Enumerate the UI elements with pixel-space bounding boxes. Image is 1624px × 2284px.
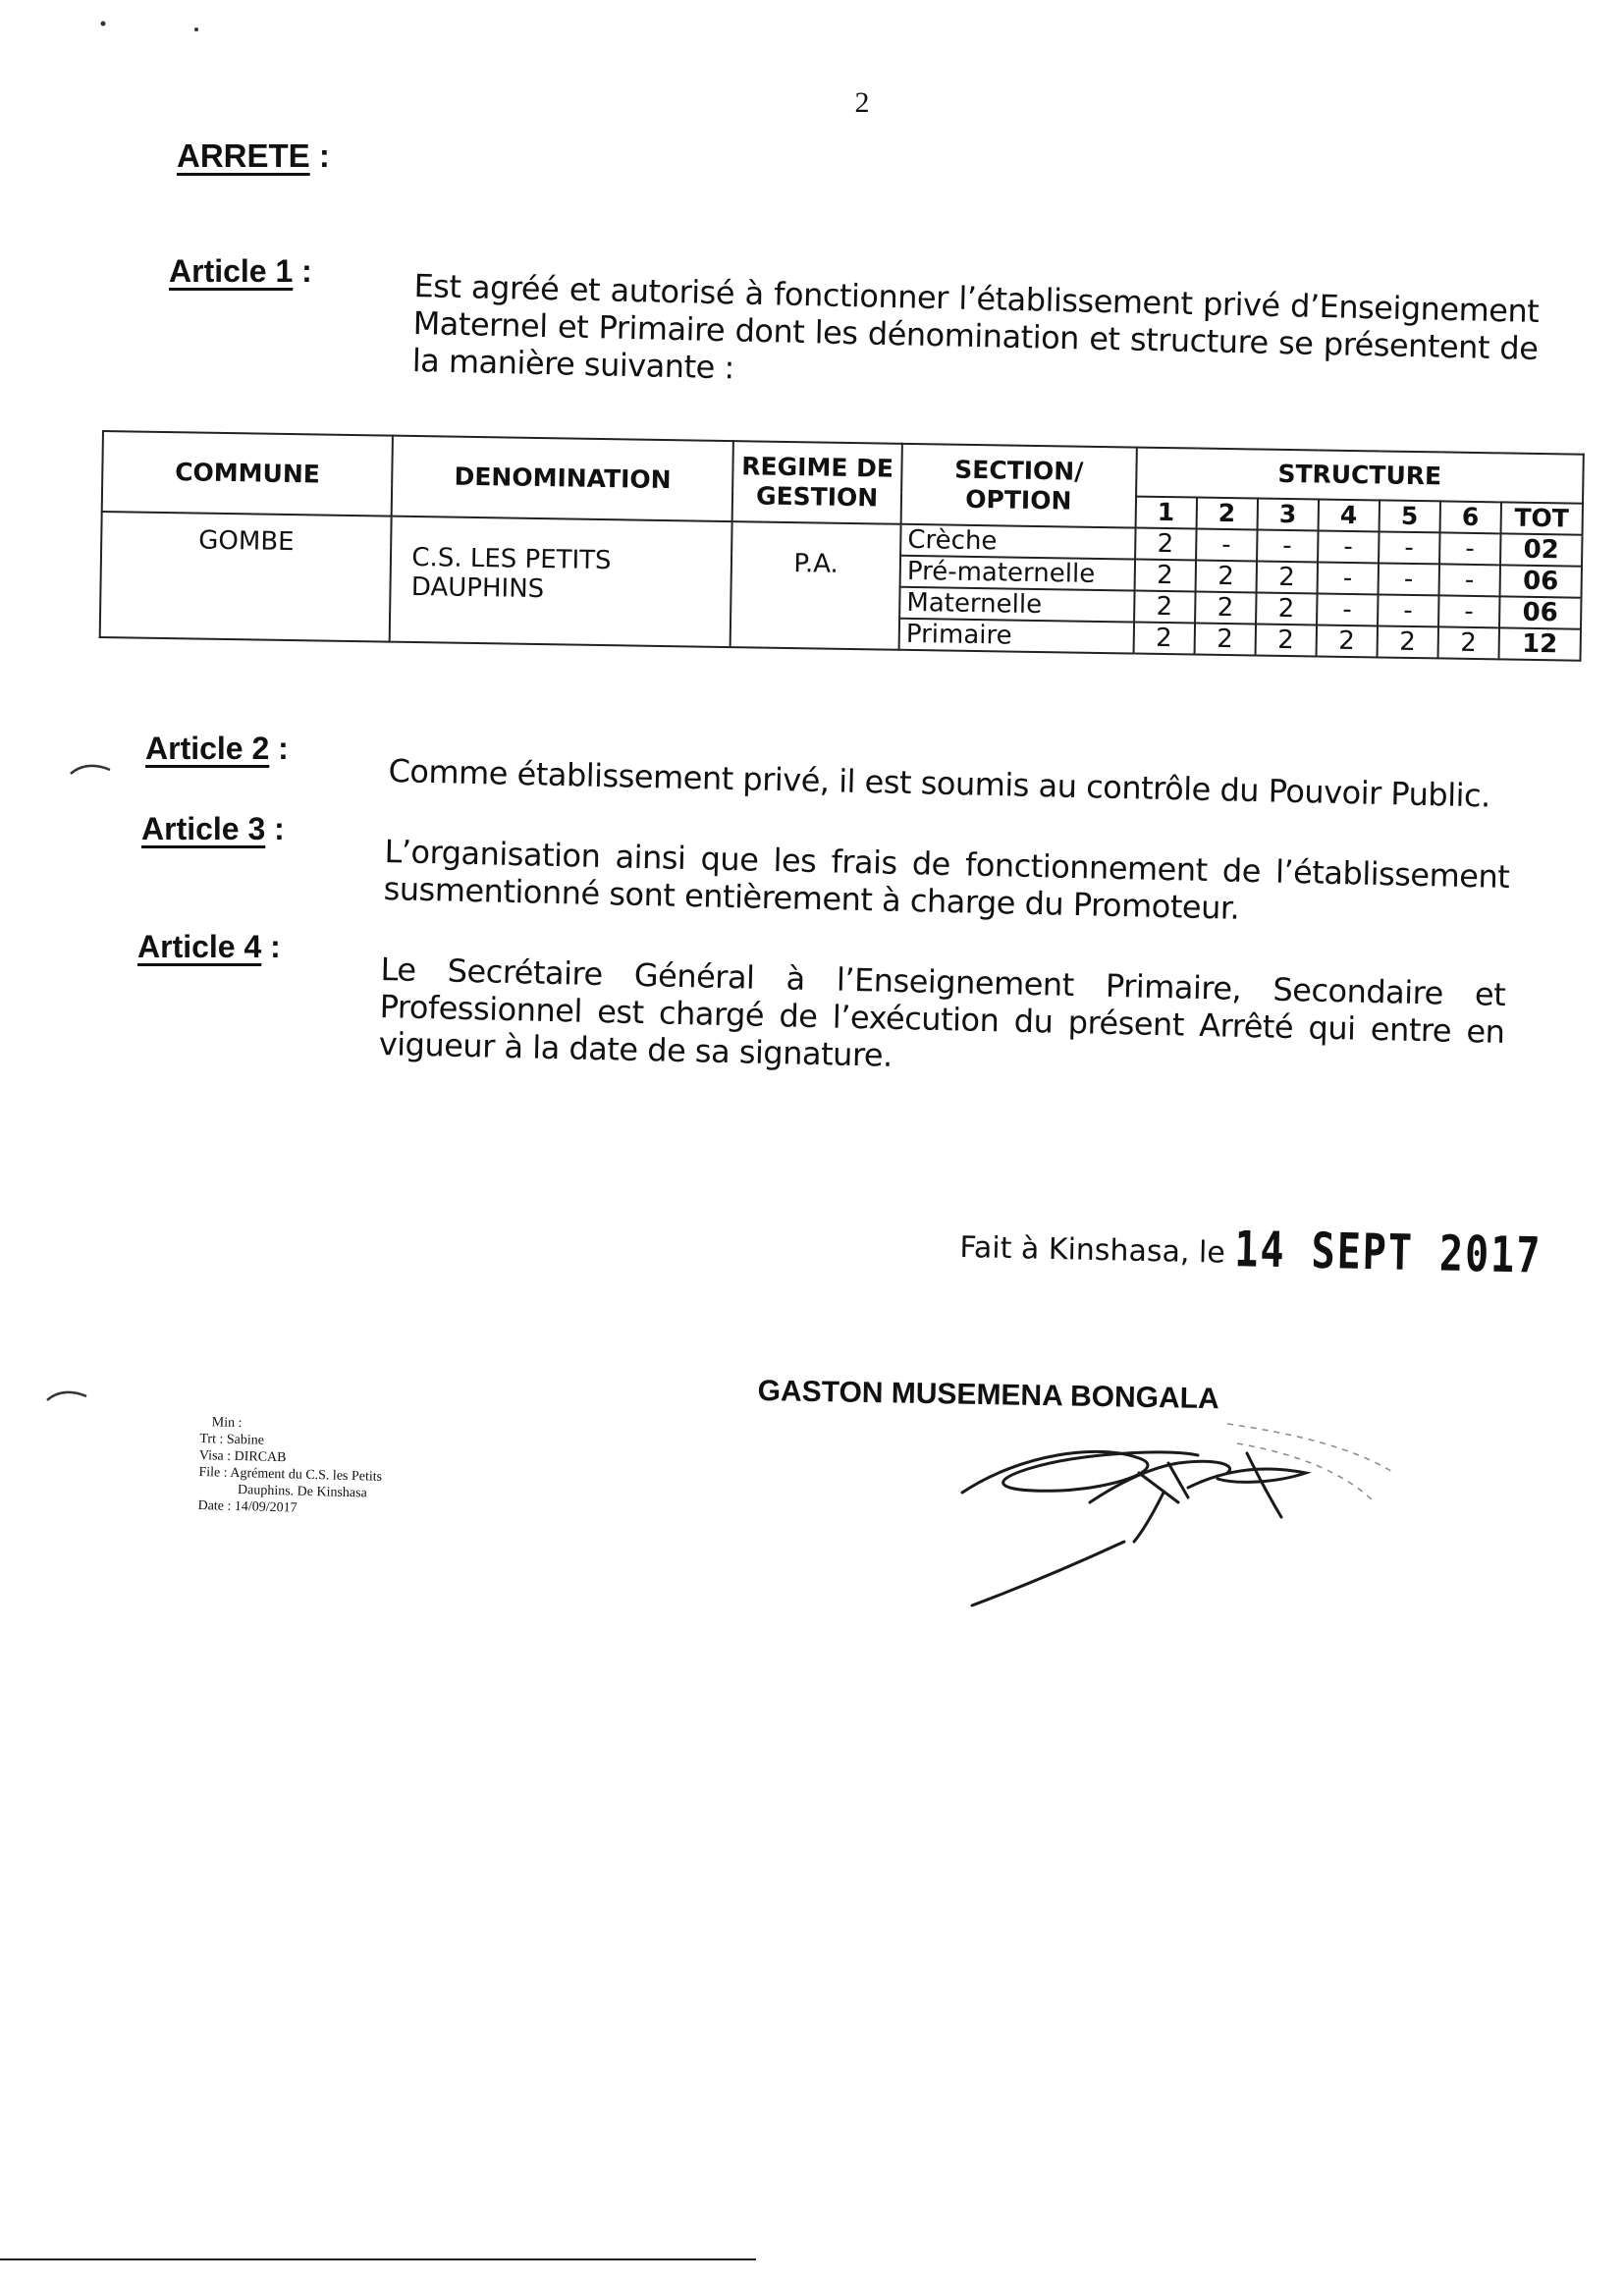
cell-value: - xyxy=(1317,562,1379,594)
cell-value: - xyxy=(1439,532,1501,565)
cell-section: Crèche xyxy=(900,524,1135,560)
heading-colon: : xyxy=(309,137,330,174)
cell-total: 06 xyxy=(1499,565,1582,597)
punch-hole-mark xyxy=(43,1387,92,1406)
cell-denomination: C.S. LES PETITS DAUPHINS xyxy=(390,517,732,647)
cell-value: - xyxy=(1379,531,1440,564)
article-label xyxy=(137,929,281,965)
cell-value: 2 xyxy=(1134,560,1196,592)
header-level-4: 4 xyxy=(1318,499,1380,531)
note-file-continued: Dauphins. De Kinshasa xyxy=(237,1483,367,1501)
cell-value: 2 xyxy=(1256,592,1318,625)
cell-section: Primaire xyxy=(899,619,1134,654)
article-colon: : xyxy=(293,253,312,289)
cell-value: 2 xyxy=(1135,528,1197,561)
cell-value: 2 xyxy=(1377,625,1438,658)
article-label xyxy=(141,811,285,847)
article-label xyxy=(169,253,312,290)
note-visa: Visa : DIRCAB xyxy=(198,1447,287,1466)
cell-value: 2 xyxy=(1134,591,1196,624)
article-text: L’organisation ainsi que les frais de fonctionnement de l’établissement susmentionné sont entièrement à charge du Promoteur. xyxy=(383,833,1510,927)
place-and-date xyxy=(959,1222,1543,1285)
reference-notes xyxy=(197,1414,383,1519)
structure-table xyxy=(99,430,1585,662)
cell-value: 2 xyxy=(1256,561,1318,593)
page-number: 2 xyxy=(854,86,870,119)
header-level-1: 1 xyxy=(1135,497,1197,529)
cell-section: Maternelle xyxy=(899,587,1134,623)
cell-value: - xyxy=(1257,529,1319,562)
cell-value: - xyxy=(1317,593,1379,625)
header-commune: COMMUNE xyxy=(102,431,394,517)
article-colon: : xyxy=(269,731,289,766)
heading-title: ARRETE xyxy=(177,137,310,174)
header-structure: STRUCTURE xyxy=(1136,448,1584,504)
date-stamp: 14 SEPT 2017 xyxy=(1233,1222,1543,1285)
article-number: Article 4 xyxy=(137,929,262,964)
cell-value: 2 xyxy=(1255,624,1317,656)
cell-value: - xyxy=(1378,594,1439,626)
note-min: Min : xyxy=(211,1415,243,1432)
article-colon: : xyxy=(261,929,281,964)
cell-value: 2 xyxy=(1195,561,1257,593)
cell-section: Pré-maternelle xyxy=(900,556,1135,591)
scan-speck xyxy=(59,10,216,39)
article-text: Comme établissement privé, il est soumis au contrôle du Pouvoir Public. xyxy=(388,752,1491,815)
cell-regime: P.A. xyxy=(731,521,901,650)
cell-commune: GOMBE xyxy=(100,512,392,642)
article-text: Est agréé et autorisé à fonctionner l’établissement privé d’Enseignement Maternel et Primaire dont les dénomination et structure se présentent de la manière suivante : xyxy=(411,267,1540,387)
cell-value: - xyxy=(1196,529,1258,562)
header-level-6: 6 xyxy=(1439,501,1501,533)
cell-total: 12 xyxy=(1498,627,1581,660)
note-trt: Trt : Sabine xyxy=(199,1431,265,1448)
cell-value: 2 xyxy=(1316,625,1378,657)
article-number: Article 1 xyxy=(169,253,294,289)
cell-value: 2 xyxy=(1194,624,1256,656)
cell-value: - xyxy=(1378,563,1439,595)
header-level-5: 5 xyxy=(1379,500,1440,532)
cell-value: - xyxy=(1438,595,1500,627)
cell-value: - xyxy=(1318,530,1380,563)
header-regime: REGIME DE GESTION xyxy=(732,441,902,524)
article-colon: : xyxy=(265,811,285,846)
header-denomination: DENOMINATION xyxy=(392,436,733,521)
decree-heading xyxy=(177,137,330,175)
cell-total: 06 xyxy=(1499,596,1582,628)
note-date: Date : 14/09/2017 xyxy=(197,1497,298,1516)
punch-hole-mark xyxy=(67,762,116,782)
article-number: Article 3 xyxy=(141,811,266,846)
table-header-row xyxy=(102,431,1584,504)
article-text: Le Secrétaire Général à l’Enseignement Primaire, Secondaire et Professionnel est chargé de l’exécution du présent Arrêté qui entre en vigueur à la date de sa signature. xyxy=(378,951,1506,1074)
header-total: TOT xyxy=(1500,502,1583,534)
place-text: Fait à Kinshasa, le xyxy=(959,1229,1226,1271)
scan-edge-line xyxy=(0,2258,756,2260)
cell-total: 02 xyxy=(1500,533,1583,566)
signer-name: GASTON MUSEMENA BONGALA xyxy=(757,1375,1219,1416)
cell-value: 2 xyxy=(1437,626,1499,659)
cell-value: 2 xyxy=(1195,592,1257,625)
cell-value: - xyxy=(1438,564,1500,596)
header-section: SECTION/ OPTION xyxy=(901,444,1137,528)
header-level-2: 2 xyxy=(1196,498,1258,530)
article-label xyxy=(145,731,289,767)
handwritten-signature xyxy=(943,1414,1453,1630)
cell-value: 2 xyxy=(1133,623,1195,655)
article-number: Article 2 xyxy=(145,731,270,766)
header-level-3: 3 xyxy=(1257,498,1319,530)
note-file: File : Agrément du C.S. les Petits xyxy=(198,1464,383,1485)
